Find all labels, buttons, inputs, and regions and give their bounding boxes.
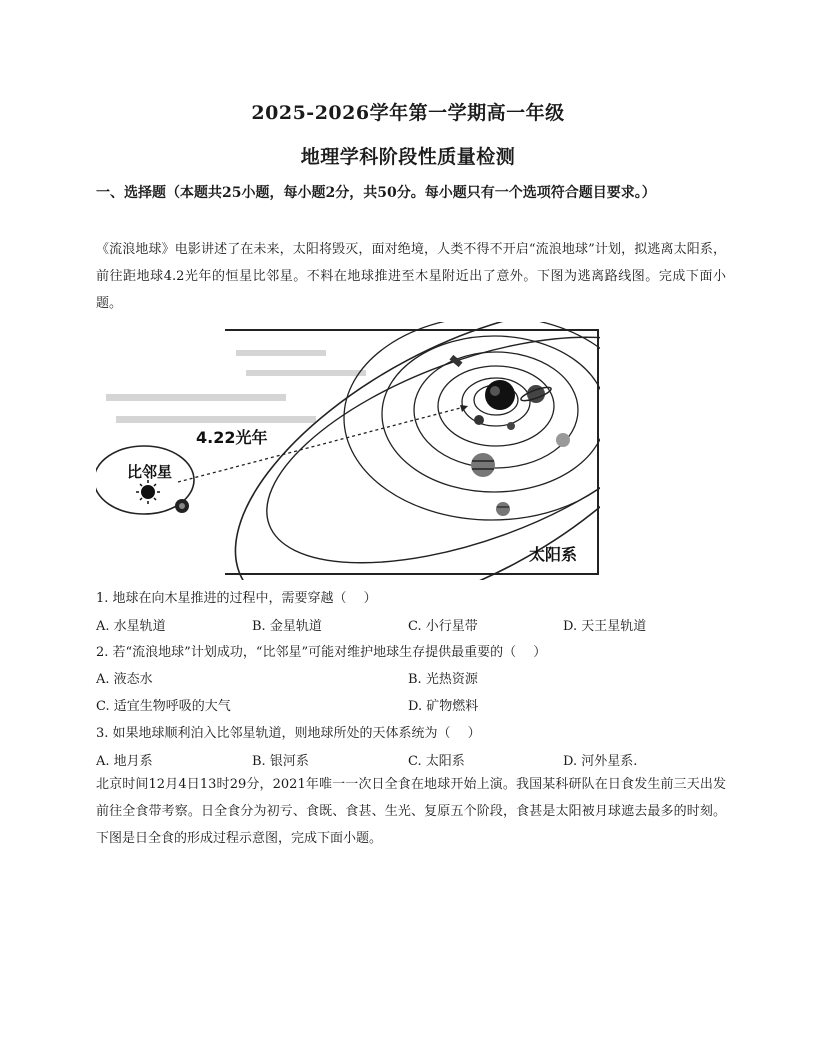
- q2-option-d[interactable]: D. 矿物燃料: [408, 699, 479, 714]
- q3-option-c[interactable]: C. 太阳系: [408, 754, 465, 769]
- figure-frame: [225, 330, 598, 574]
- question-2-stem: 2. 若“流浪地球”计划成功，“比邻星”可能对维护地球生存提供最重要的（ ）: [96, 645, 547, 660]
- question-1-stem: 1. 地球在向木星推进的过程中，需要穿越（ ）: [96, 591, 377, 606]
- solar-system-label: 太阳系: [529, 545, 578, 564]
- exam-title: 2025-2026学年第一学期高一年级: [251, 102, 565, 124]
- uranus-icon: [556, 433, 570, 447]
- q2-option-b[interactable]: B. 光热资源: [408, 672, 478, 687]
- q3-option-a[interactable]: A. 地月系: [96, 754, 153, 769]
- proxima-label: 比邻星: [127, 463, 173, 481]
- q3-option-b[interactable]: B. 银河系: [252, 754, 309, 769]
- q1-option-c[interactable]: C. 小行星带: [408, 619, 478, 634]
- escape-route-figure: [96, 322, 600, 580]
- neptune-icon: [496, 502, 510, 516]
- q1-option-b[interactable]: B. 金星轨道: [252, 619, 322, 634]
- escape-trajectory-inner: [238, 322, 600, 580]
- planet-orbits: [344, 322, 600, 520]
- distance-label: 4.22光年: [196, 428, 268, 447]
- question-3-stem: 3. 如果地球顺利泊入比邻星轨道，则地球所处的天体系统为（ ）: [96, 726, 481, 741]
- exam-subtitle: 地理学科阶段性质量检测: [300, 146, 516, 168]
- q2-option-a[interactable]: A. 液态水: [96, 672, 153, 687]
- q3-option-d[interactable]: D. 河外星系.: [563, 754, 638, 769]
- passage-wandering-earth: 《流浪地球》电影讲述了在未来，太阳将毁灭，面对绝境，人类不得不开启“流浪地球”计划，拟逃离太阳系，前往距地球4.2光年的恒星比邻星。不料在地球推进至木星附近出了意外。下图为逃离路线图。完成下面小题。: [96, 242, 726, 311]
- q2-option-c[interactable]: C. 适宜生物呼吸的大气: [96, 699, 231, 714]
- earth-icon: [474, 415, 484, 425]
- q1-option-d[interactable]: D. 天王星轨道: [563, 619, 647, 634]
- proxima-star-icon: [136, 480, 160, 504]
- probe-icon: [449, 355, 462, 367]
- jupiter-icon: [471, 453, 495, 477]
- passage-solar-eclipse: 北京时间12月4日13时29分，2021年唯一一次日全食在地球开始上演。我国某科研队在日食发生前三天出发前往全食带考察。日全食分为初亏、食既、食甚、生光、复原五个阶段，食甚是太阳被月球遮去最多的时刻。下图是日全食的形成过程示意图，完成下面小题。: [96, 777, 726, 846]
- mars-icon: [507, 422, 515, 430]
- q1-option-a[interactable]: A. 水星轨道: [96, 619, 166, 634]
- section-heading: 一、选择题（本题共25小题，每小题2分，共50分。每小题只有一个选项符合题目要求。）: [96, 185, 656, 201]
- sun-icon: [485, 380, 515, 410]
